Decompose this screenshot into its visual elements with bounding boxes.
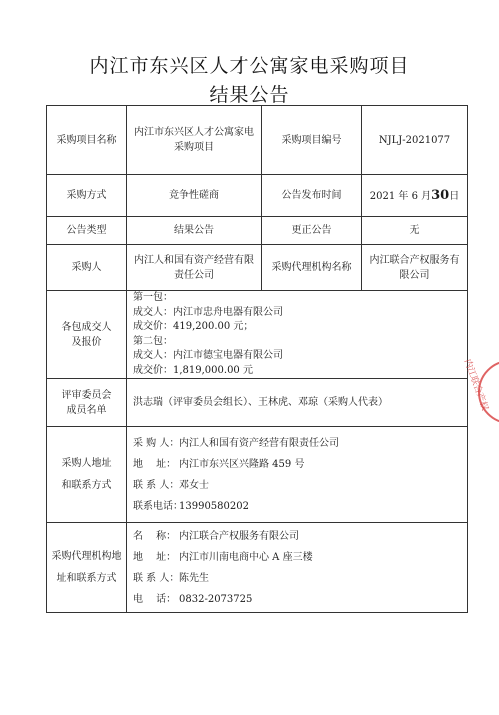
publish-time-day: 30 — [431, 187, 450, 203]
purchaser-label: 采购人 — [47, 245, 127, 291]
row-purchaser — [47, 245, 468, 291]
official-seal — [461, 357, 499, 424]
method-label: 采购方式 — [47, 175, 127, 217]
committee-label-line2: 成员名单 — [66, 404, 107, 416]
correction-value: 无 — [362, 217, 468, 245]
row-purchaser-contact — [47, 427, 468, 523]
contact-line-label: 地 址： — [133, 551, 177, 563]
contact-line — [133, 433, 464, 454]
announcement-table — [46, 105, 468, 613]
seal-text: 内江联合产权 — [461, 357, 490, 413]
contact-line — [133, 589, 464, 610]
contact-line — [133, 526, 464, 547]
contact-line-label: 名 称： — [133, 530, 177, 542]
contact-line-label: 联 系 人： — [133, 479, 180, 491]
contact-line-value: 内江联合产权服务有限公司 — [179, 530, 299, 542]
contact-line-label: 采 购 人： — [133, 437, 180, 449]
deal-label — [47, 291, 127, 379]
agency-contact-label-line2: 址和联系方式 — [56, 572, 117, 584]
agency-contact-label — [47, 523, 127, 613]
deal-details — [127, 291, 468, 379]
publish-time-prefix: 2021 年 6 月 — [369, 190, 432, 202]
deal-line: 第二包： — [133, 335, 173, 347]
contact-line — [133, 454, 464, 475]
deal-label-line2: 及报价 — [71, 336, 102, 348]
publish-time-value — [362, 175, 468, 217]
method-value: 竞争性磋商 — [127, 175, 262, 217]
committee-label — [47, 379, 127, 427]
deal-line: 成交人：内江市忠舟电器有限公司 — [133, 306, 283, 318]
project-name-label: 采购项目名称 — [47, 106, 127, 175]
contact-line — [133, 496, 464, 517]
contact-line-label: 电 话： — [133, 593, 177, 605]
deal-label-line1: 各包成交人 — [61, 321, 112, 333]
contact-line — [133, 475, 464, 496]
row-agency-contact — [47, 523, 468, 613]
project-name-value: 内江市东兴区人才公寓家电采购项目 — [127, 106, 262, 175]
committee-label-line1: 评审委员会 — [61, 389, 112, 401]
publish-time-label: 公告发布时间 — [262, 175, 362, 217]
agency-contact-label-line1: 采购代理机构地 — [51, 550, 122, 562]
purchaser-value: 内江人和国有资产经营有限责任公司 — [127, 245, 262, 291]
purchaser-contact-label — [47, 427, 127, 523]
notice-type-label: 公告类型 — [47, 217, 127, 245]
contact-line-value: 内江市东兴区兴隆路 459 号 — [179, 458, 305, 470]
project-no-value: NJLJ-2021077 — [362, 106, 468, 175]
contact-line-label: 地 址： — [133, 458, 177, 470]
deal-line: 成交价：1,819,000.00 元 — [133, 364, 253, 376]
contact-line-value: 0832-2073725 — [179, 593, 253, 605]
purchaser-contact-label-line1: 采购人地址 — [61, 457, 112, 469]
publish-time-suffix: 日 — [449, 190, 460, 202]
agency-label: 采购代理机构名称 — [262, 245, 362, 291]
contact-line-value: 内江市川南电商中心 A 座三楼 — [179, 551, 313, 563]
row-method — [47, 175, 468, 217]
purchaser-contact-details — [127, 427, 468, 523]
row-committee — [47, 379, 468, 427]
notice-type-value: 结果公告 — [127, 217, 262, 245]
project-no-label: 采购项目编号 — [262, 106, 362, 175]
row-notice-type — [47, 217, 468, 245]
contact-line-value: 陈先生 — [179, 572, 209, 584]
contact-line — [133, 547, 464, 568]
deal-line: 成交价：419,200.00 元； — [133, 321, 254, 332]
contact-line-label: 联系电话： — [133, 500, 183, 512]
deal-line: 第一包： — [133, 292, 173, 303]
agency-value: 内江联合产权服务有限公司 — [362, 245, 468, 291]
contact-line-label: 联 系 人： — [133, 572, 180, 584]
contact-line — [133, 568, 464, 589]
row-deals — [47, 291, 468, 379]
contact-line-value: 邓女士 — [179, 479, 209, 491]
deal-line: 成交人：内江市德宝电器有限公司 — [133, 350, 283, 361]
correction-label: 更正公告 — [262, 217, 362, 245]
document-title-line2: 结果公告 — [209, 84, 290, 106]
document-title-line1: 内江市东兴区人才公寓家电采购项目 — [89, 55, 410, 77]
committee-value: 洪志瑞（评审委员会组长）、王林虎、邓琼（采购人代表） — [127, 379, 468, 427]
contact-line-value: 内江人和国有资产经营有限责任公司 — [179, 437, 339, 449]
contact-line-value: 13990580202 — [179, 500, 249, 512]
purchaser-contact-label-line2: 和联系方式 — [61, 479, 112, 491]
agency-contact-details — [127, 523, 468, 613]
row-project-name — [47, 106, 468, 175]
